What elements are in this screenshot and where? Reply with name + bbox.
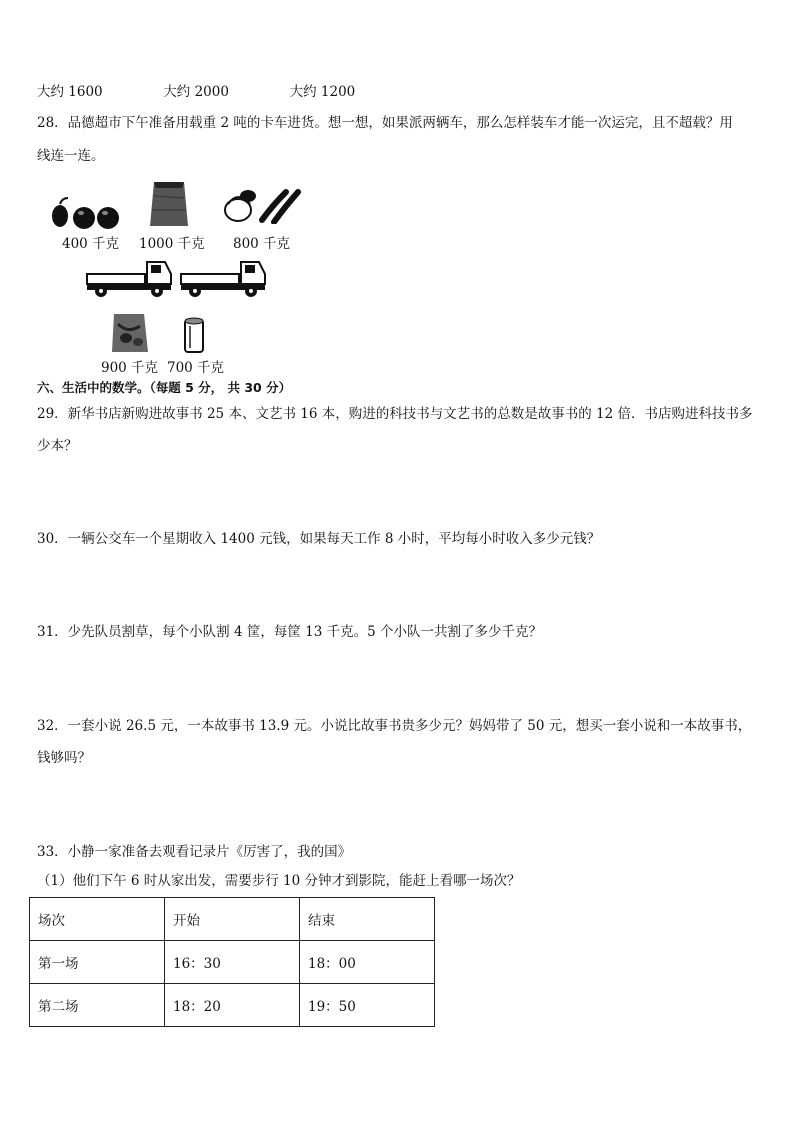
table-cell: 第一场 <box>30 941 165 984</box>
q29-text-line2: 少本？ <box>37 438 78 454</box>
table-header-cell: 场次 <box>30 898 165 941</box>
option-1: 大约 1600 <box>37 84 103 100</box>
section-6-title: 六、生活中的数学。（每题 5 分， 共 30 分） <box>37 380 292 395</box>
schedule-table <box>29 897 435 1027</box>
table-cell: 18：20 <box>165 984 300 1027</box>
q28-text-line1: 28．品德超市下午准备用载重 2 吨的卡车进货。想一想，如果派两辆车，那么怎样装车才能一次运完，且不超载？用 <box>37 115 733 131</box>
q32-text-line1: 32．一套小说 26.5 元，一本故事书 13.9 元。小说比故事书贵多少元？妈妈带了 50 元，想买一套小说和一本故事书， <box>37 718 752 734</box>
truck-icon-2 <box>179 256 269 298</box>
option-3: 大约 1200 <box>289 84 356 100</box>
option-2: 大约 2000 <box>163 84 229 100</box>
table-header-cell: 结束 <box>300 898 435 941</box>
q30-text: 30．一辆公交车一个星期收入 1400 元钱，如果每天工作 8 小时，平均每小时收入多少元钱？ <box>37 531 601 547</box>
table-cell: 第二场 <box>30 984 165 1027</box>
table-cell: 16：30 <box>165 941 300 984</box>
weight-label-sack: 1000 千克 <box>139 236 205 252</box>
vegetables-icon <box>222 186 302 224</box>
q29-text-line1: 29．新华书店新购进故事书 25 本、文艺书 16 本，购进的科技书与文艺书的总数是故事书的 12 倍．书店购进科技书多 <box>37 406 753 422</box>
sack-icon <box>146 176 192 230</box>
q31-text: 31．少先队员割草，每个小队割 4 筐，每筐 13 千克。5 个小队一共割了多少千克？ <box>37 624 542 640</box>
table-cell: 18：00 <box>300 941 435 984</box>
table-row <box>30 984 435 1027</box>
weight-label-bag: 900 千克 <box>101 360 159 376</box>
table-row <box>30 941 435 984</box>
barrel-icon <box>181 316 207 356</box>
table-cell: 19：50 <box>300 984 435 1027</box>
q33-text: 33．小静一家准备去观看记录片《厉害了，我的国》 <box>37 844 352 860</box>
weight-label-vegetables: 800 千克 <box>233 236 291 252</box>
truck-icon-1 <box>85 256 175 298</box>
weight-label-fruit: 400 千克 <box>62 236 120 252</box>
weight-label-barrel: 700 千克 <box>167 360 225 376</box>
fruit-icon <box>46 196 121 230</box>
table-header-cell: 开始 <box>165 898 300 941</box>
bag-icon <box>108 310 152 356</box>
table-header-row <box>30 898 435 941</box>
q33-sub1-text: （1）他们下午 6 时从家出发，需要步行 10 分钟才到影院，能赶上看哪一场次？ <box>37 873 521 889</box>
q28-text-line2: 线连一连。 <box>37 148 105 164</box>
q32-text-line2: 钱够吗？ <box>37 750 91 766</box>
answer-options <box>37 82 355 102</box>
